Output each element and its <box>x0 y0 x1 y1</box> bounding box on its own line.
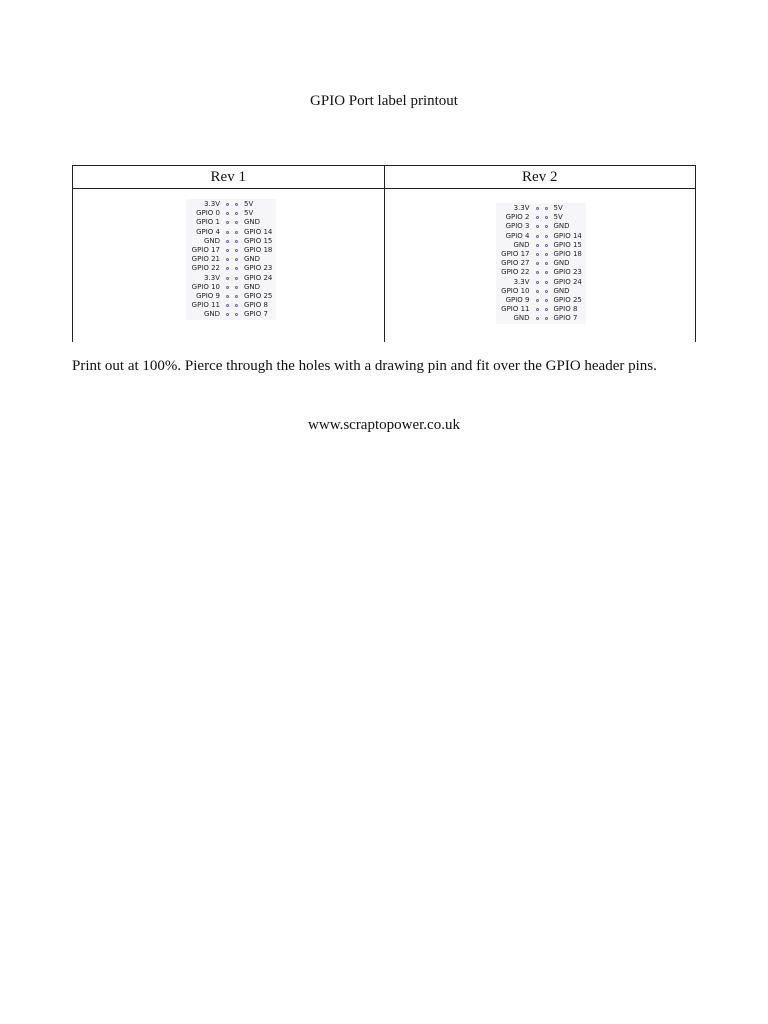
pin-holes <box>220 304 244 307</box>
pin-label-right: GPIO 24 <box>553 277 582 286</box>
pin-hole-icon <box>235 267 238 270</box>
pin-hole-icon <box>545 244 548 247</box>
pin-holes <box>220 249 244 252</box>
pin-holes <box>220 267 244 270</box>
rev-2-pin-diagram <box>496 203 586 324</box>
rev-1-pin-row <box>186 255 276 264</box>
pin-hole-icon <box>226 212 229 215</box>
pin-hole-icon <box>235 286 238 289</box>
pin-label-left: GND <box>203 236 220 245</box>
pin-label-right: GND <box>244 255 261 264</box>
pin-hole-icon <box>536 207 539 210</box>
rev-2-cell <box>384 189 696 343</box>
pin-label-left: GND <box>513 240 530 249</box>
pin-holes <box>530 225 554 228</box>
pin-label-right: GND <box>553 259 570 268</box>
rev-1-pin-row <box>186 218 276 227</box>
website-url: www.scraptopower.co.uk <box>308 417 460 433</box>
pin-hole-icon <box>545 317 548 320</box>
rev-1-pin-row <box>186 292 276 301</box>
page-title: GPIO Port label printout <box>310 93 458 109</box>
pin-holes <box>530 290 554 293</box>
pin-label-left: GPIO 10 <box>191 282 220 291</box>
rev-2-pin-row <box>496 278 586 287</box>
pin-hole-icon <box>545 281 548 284</box>
pin-label-left: GND <box>203 310 220 319</box>
pin-label-left: GND <box>513 314 530 323</box>
gpio-label-table <box>72 165 696 342</box>
pin-label-right: GPIO 8 <box>553 305 578 314</box>
rev-1-cell <box>73 189 385 343</box>
rev-2-pin-row <box>496 232 586 241</box>
pin-hole-icon <box>536 253 539 256</box>
pin-holes <box>220 221 244 224</box>
pin-hole-icon <box>226 286 229 289</box>
pin-hole-icon <box>226 304 229 307</box>
print-instructions: Print out at 100%. Pierce through the holes with a drawing pin and fit over the GPIO header pins. <box>72 358 657 374</box>
header-rev-2: Rev 2 <box>384 166 696 189</box>
pin-label-left: GPIO 10 <box>501 286 530 295</box>
pin-hole-icon <box>536 216 539 219</box>
pin-hole-icon <box>545 262 548 265</box>
pin-hole-icon <box>536 308 539 311</box>
pin-label-left: GPIO 9 <box>196 291 220 300</box>
rev-2-pin-row <box>496 305 586 314</box>
pin-holes <box>530 281 554 284</box>
pin-holes <box>220 240 244 243</box>
pin-label-left: 3.3V <box>204 273 220 282</box>
rev-1-pin-row <box>186 200 276 209</box>
pin-hole-icon <box>545 225 548 228</box>
pin-label-right: GPIO 23 <box>244 264 273 273</box>
pin-label-right: 5V <box>553 213 563 222</box>
pin-hole-icon <box>536 271 539 274</box>
pin-hole-icon <box>536 235 539 238</box>
rev-2-pin-row <box>496 287 586 296</box>
rev-1-pin-row <box>186 228 276 237</box>
rev-2-pin-row <box>496 259 586 268</box>
pin-hole-icon <box>545 290 548 293</box>
pin-hole-icon <box>536 290 539 293</box>
pin-label-right: 5V <box>244 209 254 218</box>
pin-holes <box>220 277 244 280</box>
pin-hole-icon <box>536 225 539 228</box>
pin-label-left: 3.3V <box>204 200 220 208</box>
pin-hole-icon <box>226 258 229 261</box>
pin-hole-icon <box>226 249 229 252</box>
pin-label-right: GPIO 7 <box>553 314 578 323</box>
rev-1-pin-row <box>186 246 276 255</box>
pin-holes <box>220 286 244 289</box>
pin-hole-icon <box>536 262 539 265</box>
pin-label-right: 5V <box>553 204 563 212</box>
pin-hole-icon <box>226 267 229 270</box>
pin-label-left: GPIO 11 <box>191 301 220 310</box>
pin-label-left: GPIO 4 <box>196 227 220 236</box>
pin-label-left: GPIO 27 <box>501 259 530 268</box>
pin-hole-icon <box>235 203 238 206</box>
pin-label-left: GPIO 22 <box>191 264 220 273</box>
pin-hole-icon <box>226 221 229 224</box>
pin-label-right: GPIO 24 <box>244 273 273 282</box>
pin-label-right: GPIO 18 <box>244 245 273 254</box>
header-rev-1: Rev 1 <box>73 166 385 189</box>
pin-hole-icon <box>545 253 548 256</box>
pin-label-right: GPIO 8 <box>244 301 268 310</box>
pin-hole-icon <box>226 203 229 206</box>
rev-1-pin-row <box>186 209 276 218</box>
pin-holes <box>220 258 244 261</box>
pin-label-right: GND <box>553 286 570 295</box>
pin-holes <box>530 317 554 320</box>
pin-holes <box>530 207 554 210</box>
pin-label-left: GPIO 1 <box>196 218 220 227</box>
pin-label-left: GPIO 4 <box>505 231 530 240</box>
pin-holes <box>530 299 554 302</box>
pin-label-right: GND <box>244 218 261 227</box>
pin-hole-icon <box>235 212 238 215</box>
pin-label-left: GPIO 9 <box>505 295 530 304</box>
pin-holes <box>530 253 554 256</box>
pin-label-left: GPIO 3 <box>505 222 530 231</box>
pin-hole-icon <box>235 240 238 243</box>
pin-hole-icon <box>545 271 548 274</box>
pin-hole-icon <box>226 240 229 243</box>
pin-hole-icon <box>545 235 548 238</box>
pin-hole-icon <box>235 249 238 252</box>
pin-hole-icon <box>226 231 229 234</box>
rev-2-pin-row <box>496 241 586 250</box>
pin-holes <box>530 271 554 274</box>
pin-label-left: GPIO 11 <box>501 305 530 314</box>
rev-2-pin-row <box>496 204 586 213</box>
pin-label-left: GPIO 0 <box>196 209 220 218</box>
pin-hole-icon <box>235 221 238 224</box>
pin-holes <box>530 308 554 311</box>
pin-hole-icon <box>235 258 238 261</box>
rev-2-pin-row <box>496 222 586 231</box>
pin-holes <box>530 262 554 265</box>
pin-hole-icon <box>235 295 238 298</box>
rev-1-pin-row <box>186 310 276 319</box>
pin-label-right: GPIO 7 <box>244 310 268 319</box>
pin-hole-icon <box>226 295 229 298</box>
pin-label-left: GPIO 2 <box>505 213 530 222</box>
pin-hole-icon <box>226 313 229 316</box>
pin-holes <box>530 216 554 219</box>
pin-hole-icon <box>235 313 238 316</box>
pin-label-right: GPIO 14 <box>244 227 273 236</box>
pin-label-left: GPIO 17 <box>191 245 220 254</box>
pin-hole-icon <box>235 277 238 280</box>
pin-hole-icon <box>545 216 548 219</box>
pin-label-right: GPIO 25 <box>244 291 273 300</box>
pin-hole-icon <box>226 277 229 280</box>
pin-holes <box>530 235 554 238</box>
rev-2-pin-row <box>496 213 586 222</box>
rev-2-pin-row <box>496 296 586 305</box>
pin-label-left: 3.3V <box>513 204 530 212</box>
rev-1-pin-row <box>186 264 276 273</box>
pin-label-right: GPIO 23 <box>553 268 582 277</box>
pin-holes <box>220 203 244 206</box>
pin-label-right: GPIO 18 <box>553 249 582 258</box>
rev-1-pin-row <box>186 301 276 310</box>
pin-label-right: GPIO 15 <box>244 236 273 245</box>
pin-holes <box>220 231 244 234</box>
pin-holes <box>220 212 244 215</box>
pin-holes <box>220 295 244 298</box>
pin-hole-icon <box>235 231 238 234</box>
pin-holes <box>220 313 244 316</box>
rev-2-pin-row <box>496 268 586 277</box>
pin-label-right: GPIO 15 <box>553 240 582 249</box>
pin-label-right: GND <box>553 222 570 231</box>
pin-label-left: GPIO 22 <box>501 268 530 277</box>
pin-label-left: GPIO 21 <box>191 255 220 264</box>
pin-hole-icon <box>536 317 539 320</box>
pin-label-left: GPIO 17 <box>501 249 530 258</box>
rev-2-pin-row <box>496 250 586 259</box>
pin-holes <box>530 244 554 247</box>
pin-hole-icon <box>536 299 539 302</box>
rev-2-pin-row <box>496 314 586 323</box>
pin-label-left: 3.3V <box>513 277 530 286</box>
pin-hole-icon <box>235 304 238 307</box>
pin-label-right: 5V <box>244 200 254 208</box>
pin-hole-icon <box>536 281 539 284</box>
pin-hole-icon <box>545 299 548 302</box>
pin-hole-icon <box>545 207 548 210</box>
pin-hole-icon <box>536 244 539 247</box>
pin-hole-icon <box>545 308 548 311</box>
rev-1-pin-diagram <box>186 199 276 320</box>
rev-1-pin-row <box>186 274 276 283</box>
pin-label-right: GPIO 14 <box>553 231 582 240</box>
rev-1-pin-row <box>186 283 276 292</box>
pin-label-right: GND <box>244 282 261 291</box>
rev-1-pin-row <box>186 237 276 246</box>
pin-label-right: GPIO 25 <box>553 295 582 304</box>
